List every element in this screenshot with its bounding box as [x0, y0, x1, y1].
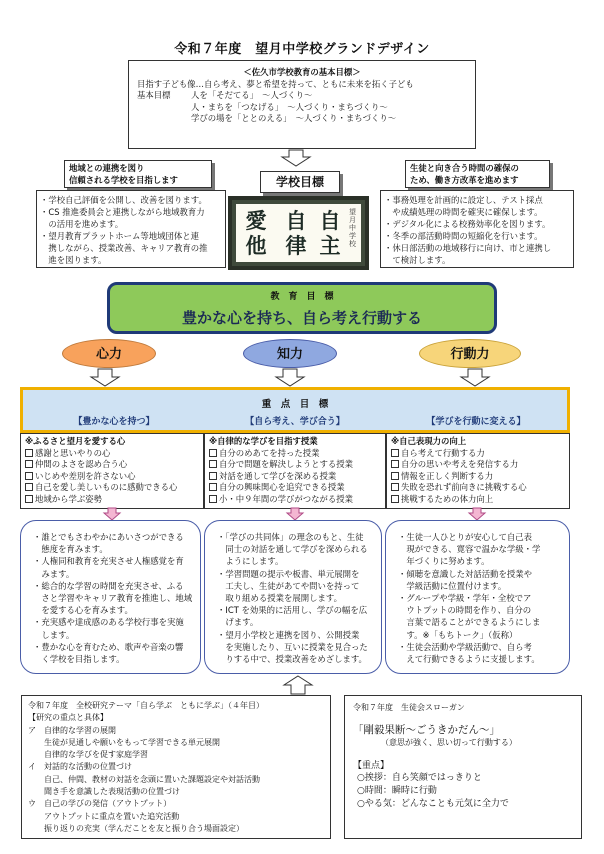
detail-line: えて行動できるように支援します。 — [398, 654, 540, 665]
down-arrow-icon — [103, 508, 121, 520]
work-reform-list — [380, 190, 574, 268]
research-line: 振り返りの充実（学んだことを友と振り合う場面設定） — [28, 823, 244, 833]
checkbox-icon — [391, 472, 399, 480]
checklist-text: 自己を愛し美しいものに感動できる心 — [35, 482, 178, 492]
checklist-text: 小・中９年間の学びがつながる授業 — [219, 493, 353, 504]
checkbox-icon — [25, 483, 33, 491]
detail-line: 取り組める授業を展開します。 — [217, 593, 342, 604]
work-reform-list-item: ・デジタル化による校務効率化を図ります。 — [384, 219, 551, 229]
col1-heading: ※ふるさと望月を愛する心 — [25, 436, 126, 446]
detail-line: 言葉で語ることができるようにしま — [398, 617, 541, 628]
calligraphy-frame — [228, 196, 369, 270]
checklist-item — [25, 494, 199, 506]
checklist-item — [209, 482, 381, 494]
checkbox-icon — [391, 449, 399, 457]
community-list-item: ・学校自己評価を公開し、改善を図ります。 — [40, 195, 207, 205]
research-line: イ 対話的な活動の位置づけ — [28, 762, 132, 772]
priority-goals-box — [20, 387, 570, 433]
research-box — [21, 695, 331, 839]
slogan-item: ○挨拶：自ら笑顔ではっきりと — [357, 772, 482, 783]
detail-line: ・充実感や達成感のある学校行事を実施 — [33, 617, 184, 628]
detail-line: ・望月小学校と連携を図り、公開授業 — [217, 629, 360, 640]
heart-power-label: 心力 — [95, 347, 122, 362]
detail-line: りする中で、授業改善をめざします。 — [217, 654, 367, 665]
checkbox-icon — [209, 460, 217, 468]
detail-line: く学校を目指します。 — [33, 654, 125, 665]
checklist-item — [391, 459, 565, 471]
checklist-text: いじめや差別を許さない心 — [35, 470, 136, 481]
research-line: ウ 自己の学びの発信（アウトプット） — [28, 799, 172, 809]
detail-line: ・学習問題の提示や板書、単元展開を — [217, 568, 360, 579]
detail-line: 同士の対話を通して学びを深められる — [217, 544, 368, 555]
right-header-line2: ため、働き方改革を進めます — [410, 174, 519, 185]
down-arrow-icon — [468, 508, 486, 520]
research-line: 自律的な学びを促す家庭学習 — [28, 750, 148, 760]
priority-col2: 【自ら考え、学び合う】 — [245, 417, 345, 427]
col1-detail-box — [20, 520, 201, 674]
checklist-item — [209, 448, 381, 460]
left-header-line2: 信頼される学校を目指します — [69, 174, 178, 185]
education-goal-box — [107, 282, 497, 334]
checklist-item — [25, 482, 199, 494]
checklist-text: 自分のめあてを持った授業 — [219, 447, 320, 458]
checklist-text: 自ら考えて行動する力 — [401, 447, 485, 458]
heart-power-oval — [62, 339, 156, 368]
work-reform-list-item: ・冬季の部活動時間の短縮化を行います。 — [384, 231, 543, 241]
checklist-text: 地域から学ぶ姿勢 — [35, 493, 102, 504]
checklist-item — [391, 482, 565, 494]
work-reform-list-item: て検討します。 — [384, 255, 451, 265]
research-line: アウトプットに重点を置いた追究活動 — [28, 811, 180, 821]
checklist-item — [209, 494, 381, 506]
priority-label: 重 点 目 標 — [261, 399, 329, 410]
checklist-text: 挑戦するための体力向上 — [401, 493, 494, 504]
detail-line: を実施したり、互いに授業を見合った — [217, 641, 368, 652]
detail-line: 現ができる、寛容で温かな学級・学 — [398, 544, 541, 555]
work-reform-list-item: ・事務処理を計画的に設定し、テスト採点 — [384, 195, 543, 205]
col1-checklist — [20, 433, 204, 509]
action-power-label: 行動力 — [450, 347, 490, 362]
checklist-text: 感謝と思いやりの心 — [35, 447, 111, 458]
detail-line: 年づくりに努めます。 — [398, 556, 490, 567]
saku-goals-box — [128, 60, 476, 149]
checklist-text: 自分の興味関心を追究できる授業 — [219, 482, 345, 492]
checklist-text: 自分で問題を解決しようとする授業 — [219, 459, 353, 469]
detail-line: ・「学びの共同体」の理念のもと、生徒 — [217, 532, 364, 542]
checklist-item — [391, 471, 565, 483]
down-arrow-icon — [281, 150, 311, 166]
down-arrow-icon — [275, 369, 305, 386]
detail-line: ・グループや学級・学年・全校でア — [398, 593, 532, 604]
detail-line: みます。 — [33, 568, 75, 579]
slogan-item: ○やる気：どんなことも元気に全力で — [357, 798, 509, 809]
down-arrow-icon — [286, 508, 304, 520]
calligraphy-text-mid: 自 律 — [285, 208, 307, 258]
down-arrow-icon — [460, 369, 490, 386]
calligraphy-signature: 望月中学校 — [349, 208, 356, 248]
priority-col1: 【豊かな心を持つ】 — [73, 417, 155, 427]
checkbox-icon — [391, 460, 399, 468]
detail-line: ようにします。 — [217, 556, 284, 567]
education-goal-text: 豊かな心を持ち、自ら考え行動する — [181, 308, 422, 327]
checklist-item — [25, 471, 199, 483]
checkbox-icon — [25, 495, 33, 503]
slogan-box — [344, 695, 582, 839]
detail-line: す。※「もちトーク」（仮称） — [398, 629, 518, 640]
checkbox-icon — [391, 483, 399, 491]
checkbox-icon — [209, 472, 217, 480]
detail-line: げます。 — [217, 617, 259, 628]
checkbox-icon — [25, 460, 33, 468]
research-line: ア 自律的な学習の展開 — [28, 725, 116, 735]
checklist-item — [25, 448, 199, 460]
school-goal-label: 学校目標 — [260, 171, 340, 193]
col2-checklist — [204, 433, 386, 509]
calligraphy-panel — [236, 204, 361, 262]
calligraphy-text-left: 愛 他 — [245, 208, 267, 258]
page-title: 令和７年度 望月中学校グランドデザイン — [174, 42, 430, 57]
checkbox-icon — [391, 495, 399, 503]
intellect-power-label: 知力 — [276, 347, 303, 362]
research-line: 生徒が見通しや願いをもって学習できる単元展開 — [28, 737, 220, 747]
detail-line: 学級活動に位置付けます。 — [398, 580, 507, 591]
checkbox-icon — [209, 483, 217, 491]
checklist-item — [391, 494, 565, 506]
detail-line: ・生徒一人ひとりが安心して自己表 — [398, 532, 532, 542]
slogan-meaning: （意思が強く、思い切って行動する） — [381, 738, 517, 748]
community-list-item: 携しながら、授業改善、キャリア教育の推 — [40, 243, 208, 253]
left-header-box — [64, 160, 212, 188]
checklist-text: 失敗を恐れず前向きに挑戦する心 — [401, 482, 527, 492]
detail-line: ・総合的な学習の時間を充実させ、ふる — [33, 580, 184, 591]
detail-line: ・傾聴を意識した対話活動を授業や — [398, 568, 532, 579]
col3-checklist — [386, 433, 570, 509]
detail-line: ウトプットの時間を作り、自分の — [398, 605, 532, 616]
slogan-item: ○時間：瞬時に行動 — [357, 785, 437, 796]
checklist-item — [209, 459, 381, 471]
detail-line: ・生徒会活動や学級活動で、自ら考 — [398, 641, 532, 652]
basic-goal-label: 基本目標 — [137, 90, 171, 100]
checklist-item — [209, 471, 381, 483]
research-line: 自己、仲間、教材の対話を念頭に置いた課題設定や対話活動 — [28, 774, 260, 784]
detail-line: ・豊かな心を育むため、歌声や音楽の響 — [33, 641, 184, 652]
work-reform-list-item: ・休日部活動の地域移行に向け、市と連携し — [384, 243, 552, 253]
col2-detail-box — [204, 520, 382, 674]
calligraphy-text-right: 自 主 — [319, 208, 341, 258]
basic-goal-2: 人・まちを「つなげる」 ～人づくり・まちづくり～ — [191, 101, 388, 112]
community-list-item: の活用を進めます。 — [40, 219, 124, 229]
slogan-heading: 令和７年度 生徒会スローガン — [353, 703, 465, 712]
community-list-item: ・CS 推進委員会と連携しながら地域教育力 — [40, 207, 205, 217]
checkbox-icon — [209, 449, 217, 457]
col3-heading: ※自己表現力の向上 — [391, 436, 467, 446]
basic-goal-3: 学びの場を「ととのえる」 ～人づくり・まちづくり～ — [191, 113, 397, 123]
checklist-item — [391, 448, 565, 460]
education-goal-label: 教 育 目 標 — [270, 292, 334, 302]
saku-goals-heading: ＜佐久市学校教育の基本目標＞ — [243, 67, 361, 77]
community-list — [36, 190, 226, 268]
checklist-text: 情報を正しく判断する力 — [401, 470, 494, 481]
col2-heading: ※自律的な学びを目指す授業 — [209, 436, 318, 446]
checklist-text: 仲間のよさを認め合う心 — [35, 459, 128, 469]
research-line: 聞き手を意識した表現活動の位置づけ — [28, 787, 180, 797]
right-header-line1: 生徒と向き合う時間の確保の — [410, 163, 519, 173]
priority-col3: 【学びを行動に変える】 — [426, 417, 526, 427]
detail-line: ・人権同和教育を充実させ人権感覚を育 — [33, 556, 184, 567]
slogan-focus-label: 【重点】 — [353, 760, 390, 771]
checklist-item — [25, 459, 199, 471]
up-arrow-icon — [283, 676, 313, 694]
community-list-item: 進を図ります。 — [40, 255, 107, 265]
intellect-power-oval — [243, 339, 337, 368]
detail-line: さと学習やキャリア教育を推進し、地域 — [33, 593, 193, 604]
checklist-text: 自分の思いや考えを発信する力 — [401, 459, 519, 469]
community-list-item: ・望月教育プラットホーム等地域団体と連 — [40, 231, 199, 241]
slogan-text: 「剛毅果断～ごうきかだん～」 — [353, 724, 500, 737]
col3-detail-box — [385, 520, 570, 674]
action-power-oval — [419, 339, 521, 368]
down-arrow-icon — [90, 369, 120, 386]
detail-line: ・ICT を効果的に活用し、学びの幅を広 — [217, 605, 368, 616]
left-header-line1: 地域との連携を図り — [69, 163, 145, 173]
basic-goal-1: 人を「そだてる」 ～人づくり～ — [191, 90, 313, 100]
detail-line: ・誰とでもさわやかにあいさつができる — [33, 532, 184, 542]
work-reform-list-item: や成績処理の時間を確実に確保します。 — [384, 207, 543, 217]
research-line: 【研究の重点と具体】 — [28, 713, 108, 723]
checkbox-icon — [25, 449, 33, 457]
detail-line: 工夫し、生徒があてや問いを持って — [217, 580, 360, 591]
right-header-box — [405, 160, 550, 188]
checklist-text: 対話を通して学びを深める授業 — [219, 470, 337, 481]
checkbox-icon — [209, 495, 217, 503]
checkbox-icon — [25, 472, 33, 480]
child-image: 目指す子ども像…自ら考え、夢と希望を持って、ともに未来を拓く子ども — [137, 78, 414, 89]
detail-line: します。 — [33, 629, 75, 640]
detail-line: を愛する心を育みます。 — [33, 605, 133, 616]
research-theme: 令和７年度 全校研究テーマ「自ら学ぶ ともに学ぶ」（４年目） — [28, 701, 264, 710]
detail-line: 態度を育みます。 — [33, 544, 108, 555]
